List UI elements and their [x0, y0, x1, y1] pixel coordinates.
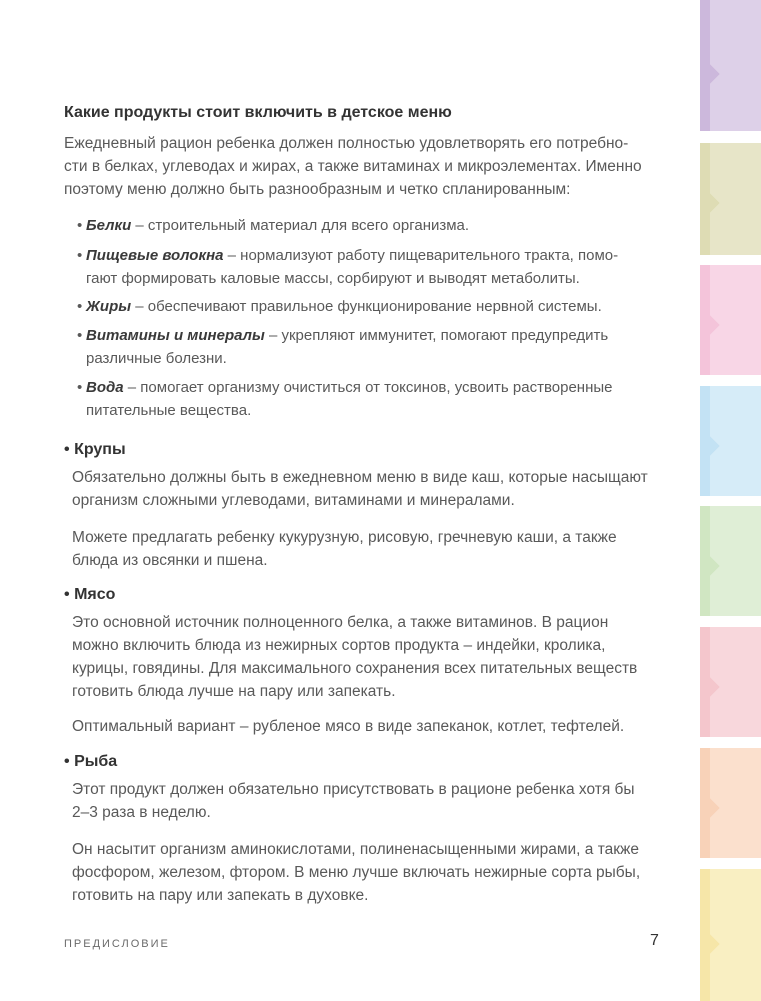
paragraph-line: готовить на пару или запекать в духовке.	[72, 887, 369, 904]
intro-line-1: Ежедневный рацион ребенка должен полностью удовлетворять его потребно-	[64, 135, 629, 152]
paragraph-line: Это основной источник полноценного белка, а также витаминов. В рацион	[72, 614, 609, 631]
nutrient-bullet-continuation: гают формировать каловые массы, сорбируют и выводят метаболиты.	[86, 270, 580, 287]
section-heading: Какие продукты стоит включить в детское меню	[64, 104, 452, 121]
section-title-krupy: • Крупы	[64, 441, 126, 458]
running-footer: ПРЕДИСЛОВИЕ	[64, 938, 170, 950]
paragraph-line: готовить блюда лучше на пару или запекать.	[72, 683, 396, 700]
section-tabs	[700, 0, 761, 1001]
section-tab-4[interactable]	[700, 386, 761, 496]
paragraph-line: Он насытит организм аминокислотами, полиненасыщенными жирами, а также	[72, 841, 640, 858]
paragraph-line: фосфором, железом, фтором. В меню лучше включать нежирные сорта рыбы,	[72, 864, 641, 881]
nutrient-bullet: • Жиры – обеспечивают правильное функционирование нервной системы.	[77, 298, 602, 315]
section-tab-3[interactable]	[700, 265, 761, 375]
intro-line-3: поэтому меню должно быть разнообразным и четко спланированным:	[64, 181, 571, 198]
paragraph-line: 2–3 раза в неделю.	[72, 804, 211, 821]
paragraph-line: блюда из овсянки и пшена.	[72, 552, 268, 569]
section-tab-6[interactable]	[700, 627, 761, 737]
nutrient-bullet-continuation: питательные вещества.	[86, 402, 252, 419]
intro-line-2: сти в белках, углеводах и жирах, а также витаминах и микроэлементах. Именно	[64, 158, 642, 175]
section-tab-7[interactable]	[700, 748, 761, 858]
paragraph-line: можно включить блюда из нежирных сортов продукта – индейки, кролика,	[72, 637, 606, 654]
paragraph-line: Можете предлагать ребенку кукурузную, рисовую, гречневую каши, а также	[72, 529, 617, 546]
paragraph-line: курицы, говядины. Для максимального сохранения всех питательных веществ	[72, 660, 638, 677]
section-tab-5[interactable]	[700, 506, 761, 616]
paragraph-line: Оптимальный вариант – рубленое мясо в виде запеканок, котлет, тефтелей.	[72, 718, 625, 735]
paragraph-line: Обязательно должны быть в ежедневном меню в виде каш, которые насыщают	[72, 469, 648, 486]
nutrient-bullet: • Витамины и минералы – укрепляют иммунитет, помогают предупредить	[77, 327, 609, 344]
section-title-myaso: • Мясо	[64, 586, 116, 603]
paragraph-line: организм сложными углеводами, витаминами и минералами.	[72, 492, 515, 509]
section-title-ryba: • Рыба	[64, 753, 118, 770]
nutrient-bullet-continuation: различные болезни.	[86, 350, 227, 367]
section-tab-8[interactable]	[700, 869, 761, 1001]
section-tab-1[interactable]	[700, 0, 761, 131]
nutrient-bullet: • Пищевые волокна – нормализуют работу пищеварительного тракта, помо-	[77, 247, 619, 264]
nutrient-bullet: • Вода – помогает организму очиститься от токсинов, усвоить растворенные	[77, 379, 613, 396]
page-number: 7	[650, 932, 659, 949]
paragraph-line: Этот продукт должен обязательно присутствовать в рационе ребенка хотя бы	[72, 781, 635, 798]
nutrient-bullet: • Белки – строительный материал для всего организма.	[77, 217, 470, 234]
section-tab-2[interactable]	[700, 143, 761, 255]
